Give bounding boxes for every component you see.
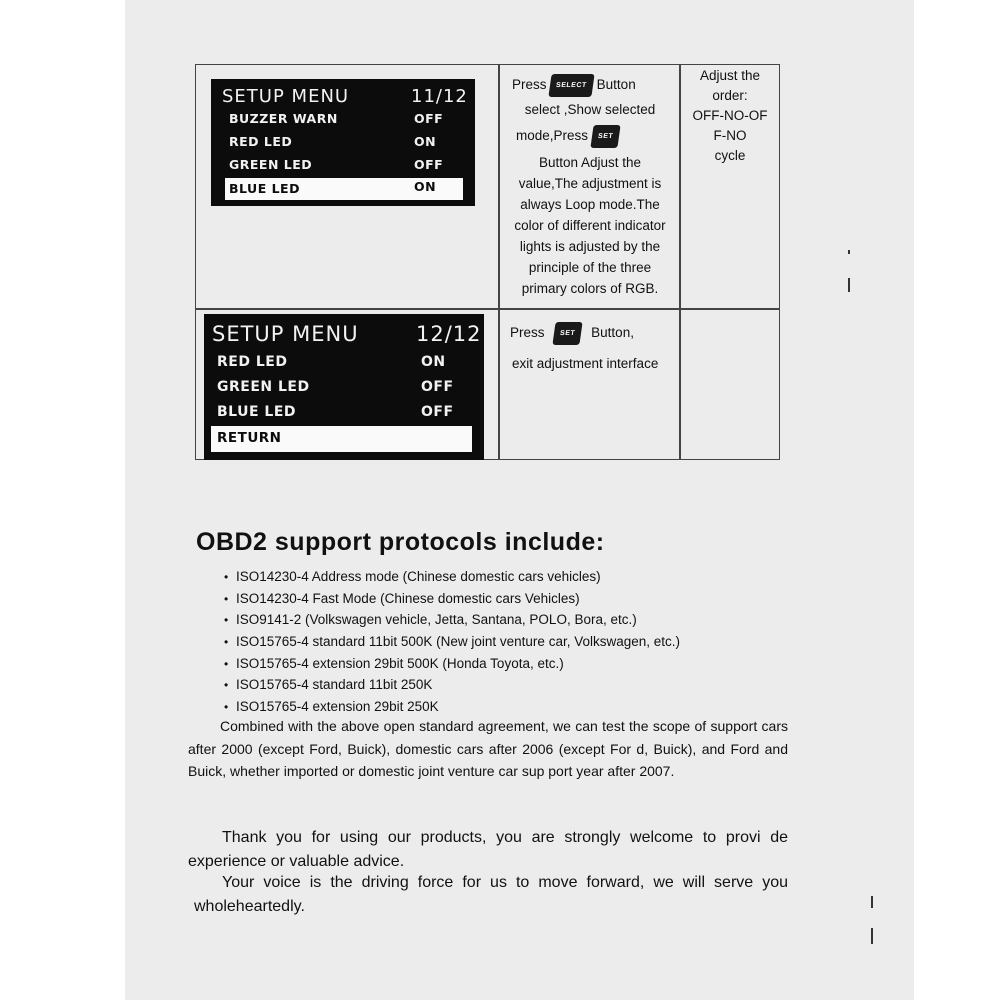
protocols-heading: OBD2 support protocols include:	[196, 528, 605, 556]
scan-mark	[848, 278, 850, 292]
lcd-row-selected: RETURN	[211, 426, 472, 452]
list-item: • ISO15765-4 extension 29bit 500K (Honda Toyota, etc.)	[224, 655, 564, 671]
instructions-body: Button Adjust the value,The adjustment is always Loop mode.The color of different indicator lights is adjusted by the principle of the three primary colors of RGB.	[514, 155, 666, 296]
scan-mark	[871, 928, 873, 944]
list-item: • ISO15765-4 standard 11bit 250K	[224, 677, 433, 693]
lcd-title: SETUP MENU	[212, 322, 359, 346]
support-scope-paragraph: Combined with the above open standard agreement, we can test the scope of support cars after 2000 (except Ford, Buick), domestic cars after 2006 (except For d, Buick), and Ford and Buick, whether imported or domestic joint venture car sup port year after 2007.	[188, 718, 788, 779]
instructions-select: Press SELECT Button select ,Show selected mode,Press SET Button Adjust the value,The adjustment is always Loop mode.The color of different indicator lights is adjusted by the principle of the three primary colors of RGB.	[502, 74, 678, 299]
lcd-row: GREEN LED OFF	[217, 379, 454, 395]
list-item: • ISO15765-4 extension 29bit 250K	[224, 699, 439, 715]
adjust-order-note: Adjust the order: OFF-NO-OF F-NO cycle	[692, 68, 768, 163]
lcd-row-selected: BLUE LED ON	[225, 178, 463, 200]
lcd-title: SETUP MENU	[222, 86, 350, 107]
lcd-row: BUZZER WARN OFF	[229, 111, 444, 126]
list-item: • ISO14230-4 Fast Mode (Chinese domestic cars Vehicles)	[224, 590, 580, 606]
select-key-icon: SELECT	[549, 74, 595, 97]
list-item: • ISO15765-4 standard 11bit 500K (New joint venture car, Volkswagen, etc.)	[224, 634, 681, 650]
lcd-setup-menu-12	[204, 314, 484, 460]
list-item: • ISO9141-2 (Volkswagen vehicle, Jetta, Santana, POLO, Bora, etc.)	[224, 612, 637, 628]
protocol-list	[224, 566, 680, 718]
lcd-setup-menu-11	[211, 79, 475, 206]
lcd-page-number: 11/12	[411, 86, 468, 107]
instructions-exit: Press SET Button, exit adjustment interface	[502, 322, 678, 374]
set-key-icon: SET	[590, 125, 620, 148]
list-item: • ISO14230-4 Address mode (Chinese domestic cars vehicles)	[224, 569, 601, 584]
lcd-row: BLUE LED OFF	[217, 404, 454, 420]
scan-mark	[871, 896, 873, 908]
lcd-row: GREEN LED OFF	[229, 157, 444, 172]
lcd-row: RED LED ON	[229, 134, 437, 149]
lcd-row: RED LED ON	[217, 354, 446, 370]
lcd-page-number: 12/12	[416, 322, 482, 346]
scan-mark	[848, 250, 850, 254]
set-key-icon: SET	[553, 322, 583, 345]
thank-you-paragraph: Thank you for using our products, you are strongly welcome to provi de experience or valuable advice.	[188, 829, 788, 870]
closing-paragraph: Your voice is the driving force for us to move forward, we will serve you wholeheartedly.	[194, 874, 788, 915]
